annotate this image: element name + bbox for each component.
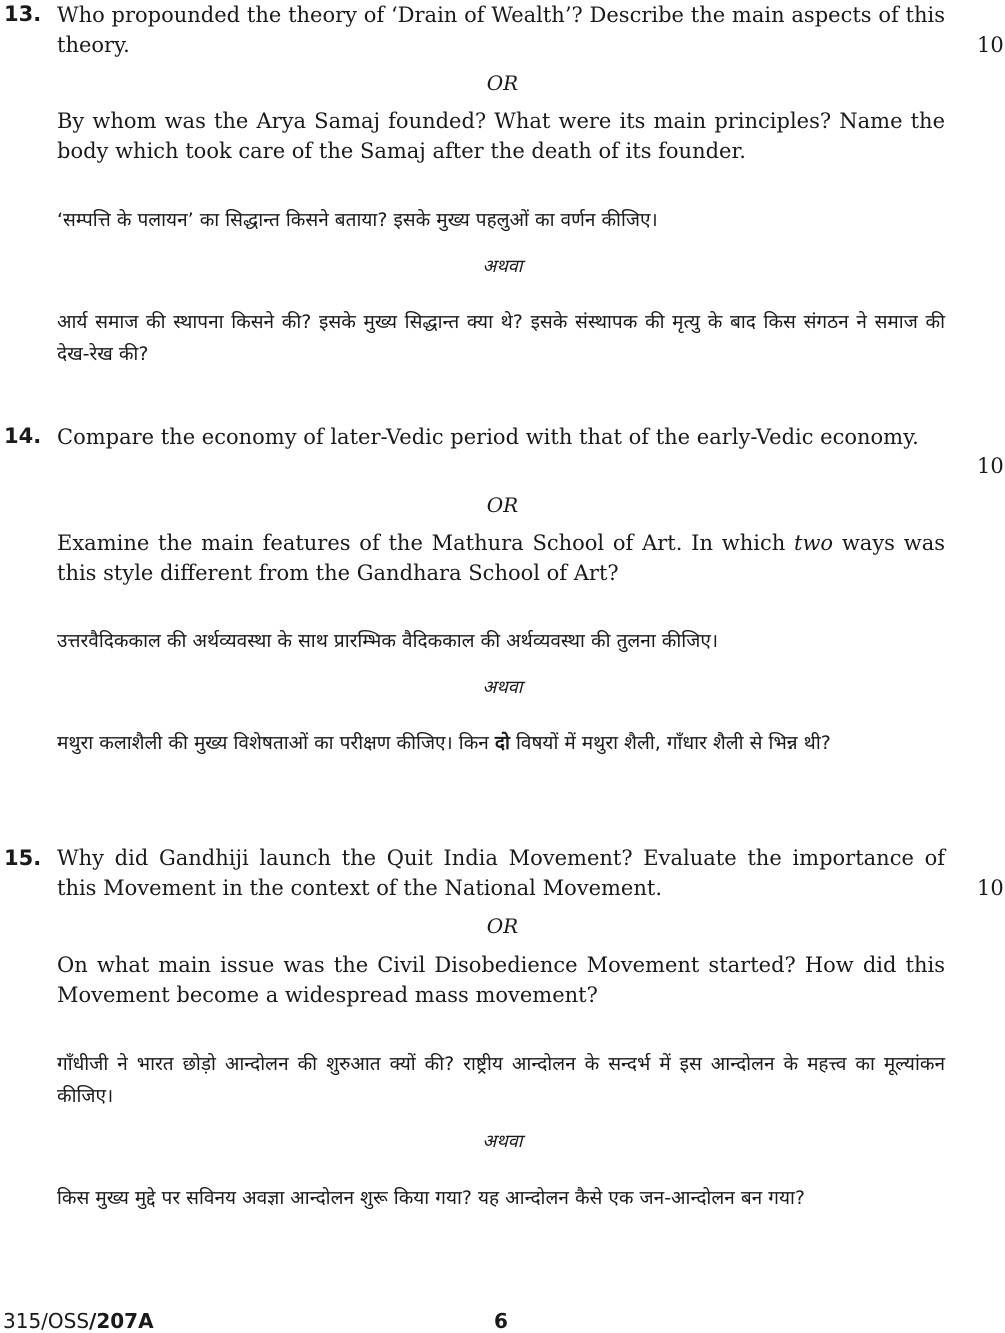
question-number: 13.	[4, 2, 42, 26]
english-alternative-question: By whom was the Arya Samaj founded? What were its main principles? Name the body which took care of the Samaj after the death of its founder.	[57, 109, 945, 163]
hindi-or-label: अथवा	[482, 1131, 523, 1152]
hindi-alternative-question: आर्य समाज की स्थापना किसने की? इसके मुख्य सिद्धान्त क्या थे? इसके संस्थापक की मृत्यु के बाद किस संगठन ने समाज की देख-रेख की?	[57, 311, 945, 365]
english-alternative-question: On what main issue was the Civil Disobedience Movement started? How did this Movement become a widespread mass movement?	[57, 953, 945, 1007]
marks: 10	[977, 454, 1004, 478]
english-question: Who propounded the theory of ‘Drain of Wealth’? Describe the main aspects of this theory.	[57, 3, 945, 57]
question-number: 14.	[4, 424, 42, 448]
paper-code-suffix: /207A	[89, 1309, 154, 1333]
english-question: Why did Gandhiji launch the Quit India Movement? Evaluate the importance of this Movement in the context of the National Movement.	[57, 846, 945, 900]
english-question: Compare the economy of later-Vedic period with that of the early-Vedic economy.	[57, 425, 919, 449]
or-label: OR	[486, 71, 519, 95]
hindi-or-label: अथवा	[482, 256, 523, 277]
or-label: OR	[486, 914, 519, 938]
marks: 10	[977, 876, 1004, 900]
text-segment: मथुरा कलाशैली की मुख्य विशेषताओं का परीक्षण कीजिए। किन	[57, 732, 495, 754]
text-segment: विषयों में मथुरा शैली, गाँधार शैली से भिन्न थी?	[509, 732, 831, 754]
english-alternative-question	[57, 528, 945, 588]
or-label: OR	[486, 493, 519, 517]
text-segment: Examine the main features of the Mathura School of Art. In which	[57, 531, 794, 555]
marks: 10	[977, 33, 1004, 57]
hindi-question: गाँधीजी ने भारत छोड़ो आन्दोलन की शुरुआत क्यों की? राष्ट्रीय आन्दोलन के सन्दर्भ में इस आन्दोलन के महत्त्व का मूल्यांकन कीजिए।	[57, 1053, 945, 1107]
bold-text: दो	[494, 732, 510, 754]
hindi-question: उत्तरवैदिककाल की अर्थव्यवस्था के साथ प्रारम्भिक वैदिककाल की अर्थव्यवस्था की तुलना कीजिए।	[57, 630, 719, 652]
text-segment: ways was this style different from the Gandhara School of Art?	[57, 531, 945, 585]
hindi-alternative-question: किस मुख्य मुद्दे पर सविनय अवज्ञा आन्दोलन शुरू किया गया? यह आन्दोलन कैसे एक जन-आन्दोलन बन गया?	[57, 1187, 805, 1209]
hindi-alternative-question	[57, 727, 945, 759]
question-number: 15.	[4, 846, 42, 870]
paper-code	[3, 1309, 154, 1333]
hindi-or-label: अथवा	[482, 677, 523, 698]
page-number: 6	[494, 1309, 508, 1333]
emphasis-text: two	[794, 531, 834, 555]
hindi-question: ‘सम्पत्ति के पलायन’ का सिद्धान्त किसने बताया? इसके मुख्य पहलुओं का वर्णन कीजिए।	[57, 209, 658, 231]
paper-code-prefix: 315/OSS	[3, 1309, 90, 1333]
